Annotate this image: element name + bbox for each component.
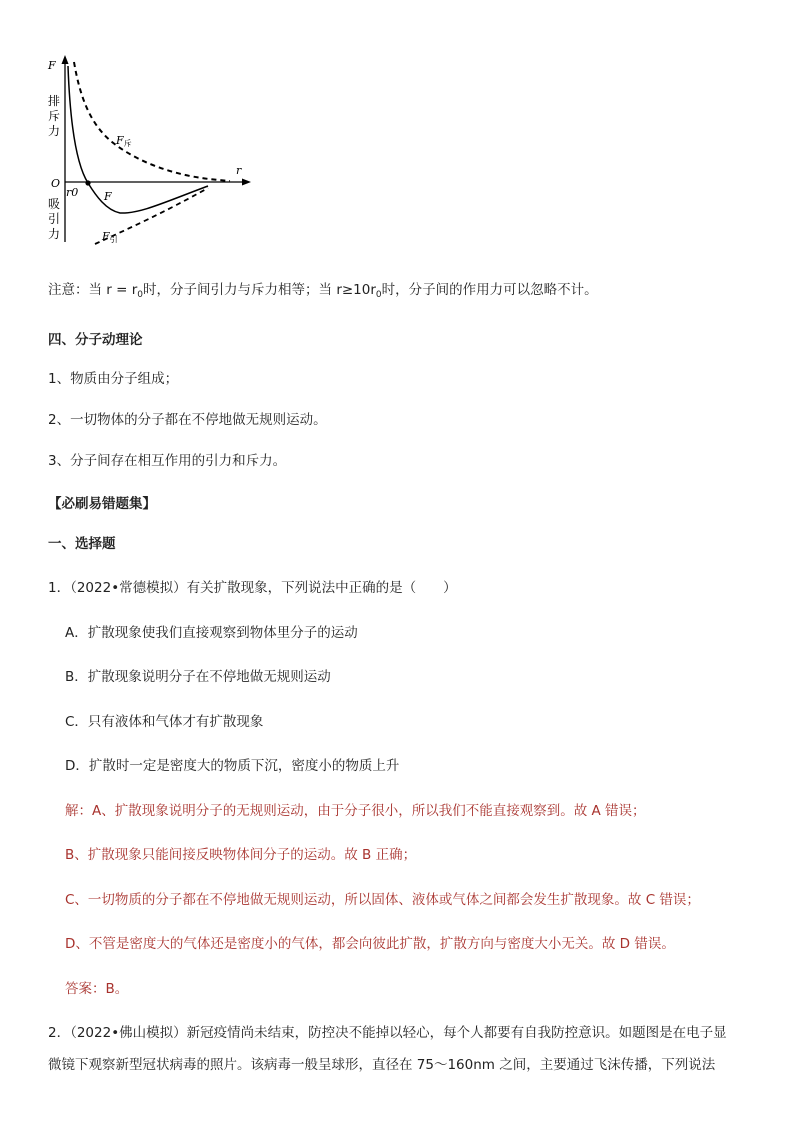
question1-option-a: A．扩散现象使我们直接观察到物体里分子的运动	[65, 625, 358, 641]
r0-point	[85, 180, 90, 185]
note-suffix: 时，分子间的作用力可以忽略不计。	[381, 282, 598, 298]
question2-line-1: 2．（2022•佛山模拟）新冠疫情尚未结束，防控决不能掉以轻心，每个人都要有自我防控意识。如题图是在电子显	[48, 1025, 727, 1041]
note-line	[48, 281, 598, 304]
repulsive-force-label	[115, 134, 132, 148]
question1-answer: 答案：B。	[65, 981, 129, 997]
r0-label: r0	[66, 186, 79, 199]
molecular-force-graph	[40, 52, 270, 252]
mistakes-heading: 【必刷易错题集】	[48, 496, 156, 512]
repulsive-char-1: 排	[48, 94, 61, 108]
question1-solution-c: C、一切物质的分子都在不停地做无规则运动，所以固体、液体或气体之间都会发生扩散现象。故 C 错误；	[65, 892, 700, 908]
note-sub-1: 0	[137, 290, 144, 300]
repulsive-force-sub: 斥	[123, 139, 132, 148]
choice-heading: 一、选择题	[48, 536, 116, 552]
attractive-char-2: 引	[48, 212, 61, 226]
r-axis-label: r	[236, 164, 242, 177]
question1-option-d: D．扩散时一定是密度大的物质下沉，密度小的物质上升	[65, 758, 400, 774]
f-axis-arrow	[62, 55, 69, 64]
question1-stem: 1．（2022•常德模拟）有关扩散现象，下列说法中正确的是（ ）	[48, 580, 457, 596]
f-axis-label: F	[48, 59, 56, 72]
attractive-force-label	[101, 230, 118, 244]
repulsive-force-curve	[74, 62, 230, 181]
attractive-force-sub: 引	[109, 235, 118, 244]
repulsive-char-3: 力	[48, 124, 61, 138]
r-axis-arrow	[242, 179, 251, 186]
attractive-char-1: 吸	[48, 197, 61, 211]
repulsive-char-2: 斥	[48, 109, 61, 123]
section4-point-2: 2、一切物体的分子都在不停地做无规则运动。	[48, 412, 327, 428]
note-sub-2: 0	[375, 290, 382, 300]
resultant-force-curve	[68, 66, 208, 213]
note-mid: 时，分子间引力与斥力相等；当 r≥10r	[143, 282, 376, 298]
question1-option-c: C．只有液体和气体才有扩散现象	[65, 714, 264, 730]
origin-label: O	[51, 177, 61, 190]
question1-solution-b: B、扩散现象只能间接反映物体间分子的运动。故 B 正确；	[65, 847, 417, 863]
resultant-force-label: F	[104, 190, 112, 203]
question2-line-2: 微镜下观察新型冠状病毒的照片。该病毒一般呈球形，直径在 75～160nm 之间，主要通过飞沫传播，下列说法	[48, 1057, 716, 1073]
section4-point-3: 3、分子间存在相互作用的引力和斥力。	[48, 453, 287, 469]
question1-option-b: B．扩散现象说明分子在不停地做无规则运动	[65, 669, 331, 685]
attractive-force-main: F	[102, 230, 110, 243]
attractive-char-3: 力	[48, 227, 61, 241]
note-prefix: 注意：当 r = r	[48, 282, 138, 298]
question1-solution-a: 解：A、扩散现象说明分子的无规则运动，由于分子很小，所以我们不能直接观察到。故 A 错误；	[65, 803, 646, 819]
question1-solution-d: D、不管是密度大的气体还是密度小的气体，都会向彼此扩散，扩散方向与密度大小无关。故 D 错误。	[65, 936, 675, 952]
repulsive-force-main: F	[116, 134, 124, 147]
section4-heading: 四、分子动理论	[48, 332, 143, 348]
section4-point-1: 1、物质由分子组成；	[48, 371, 179, 387]
